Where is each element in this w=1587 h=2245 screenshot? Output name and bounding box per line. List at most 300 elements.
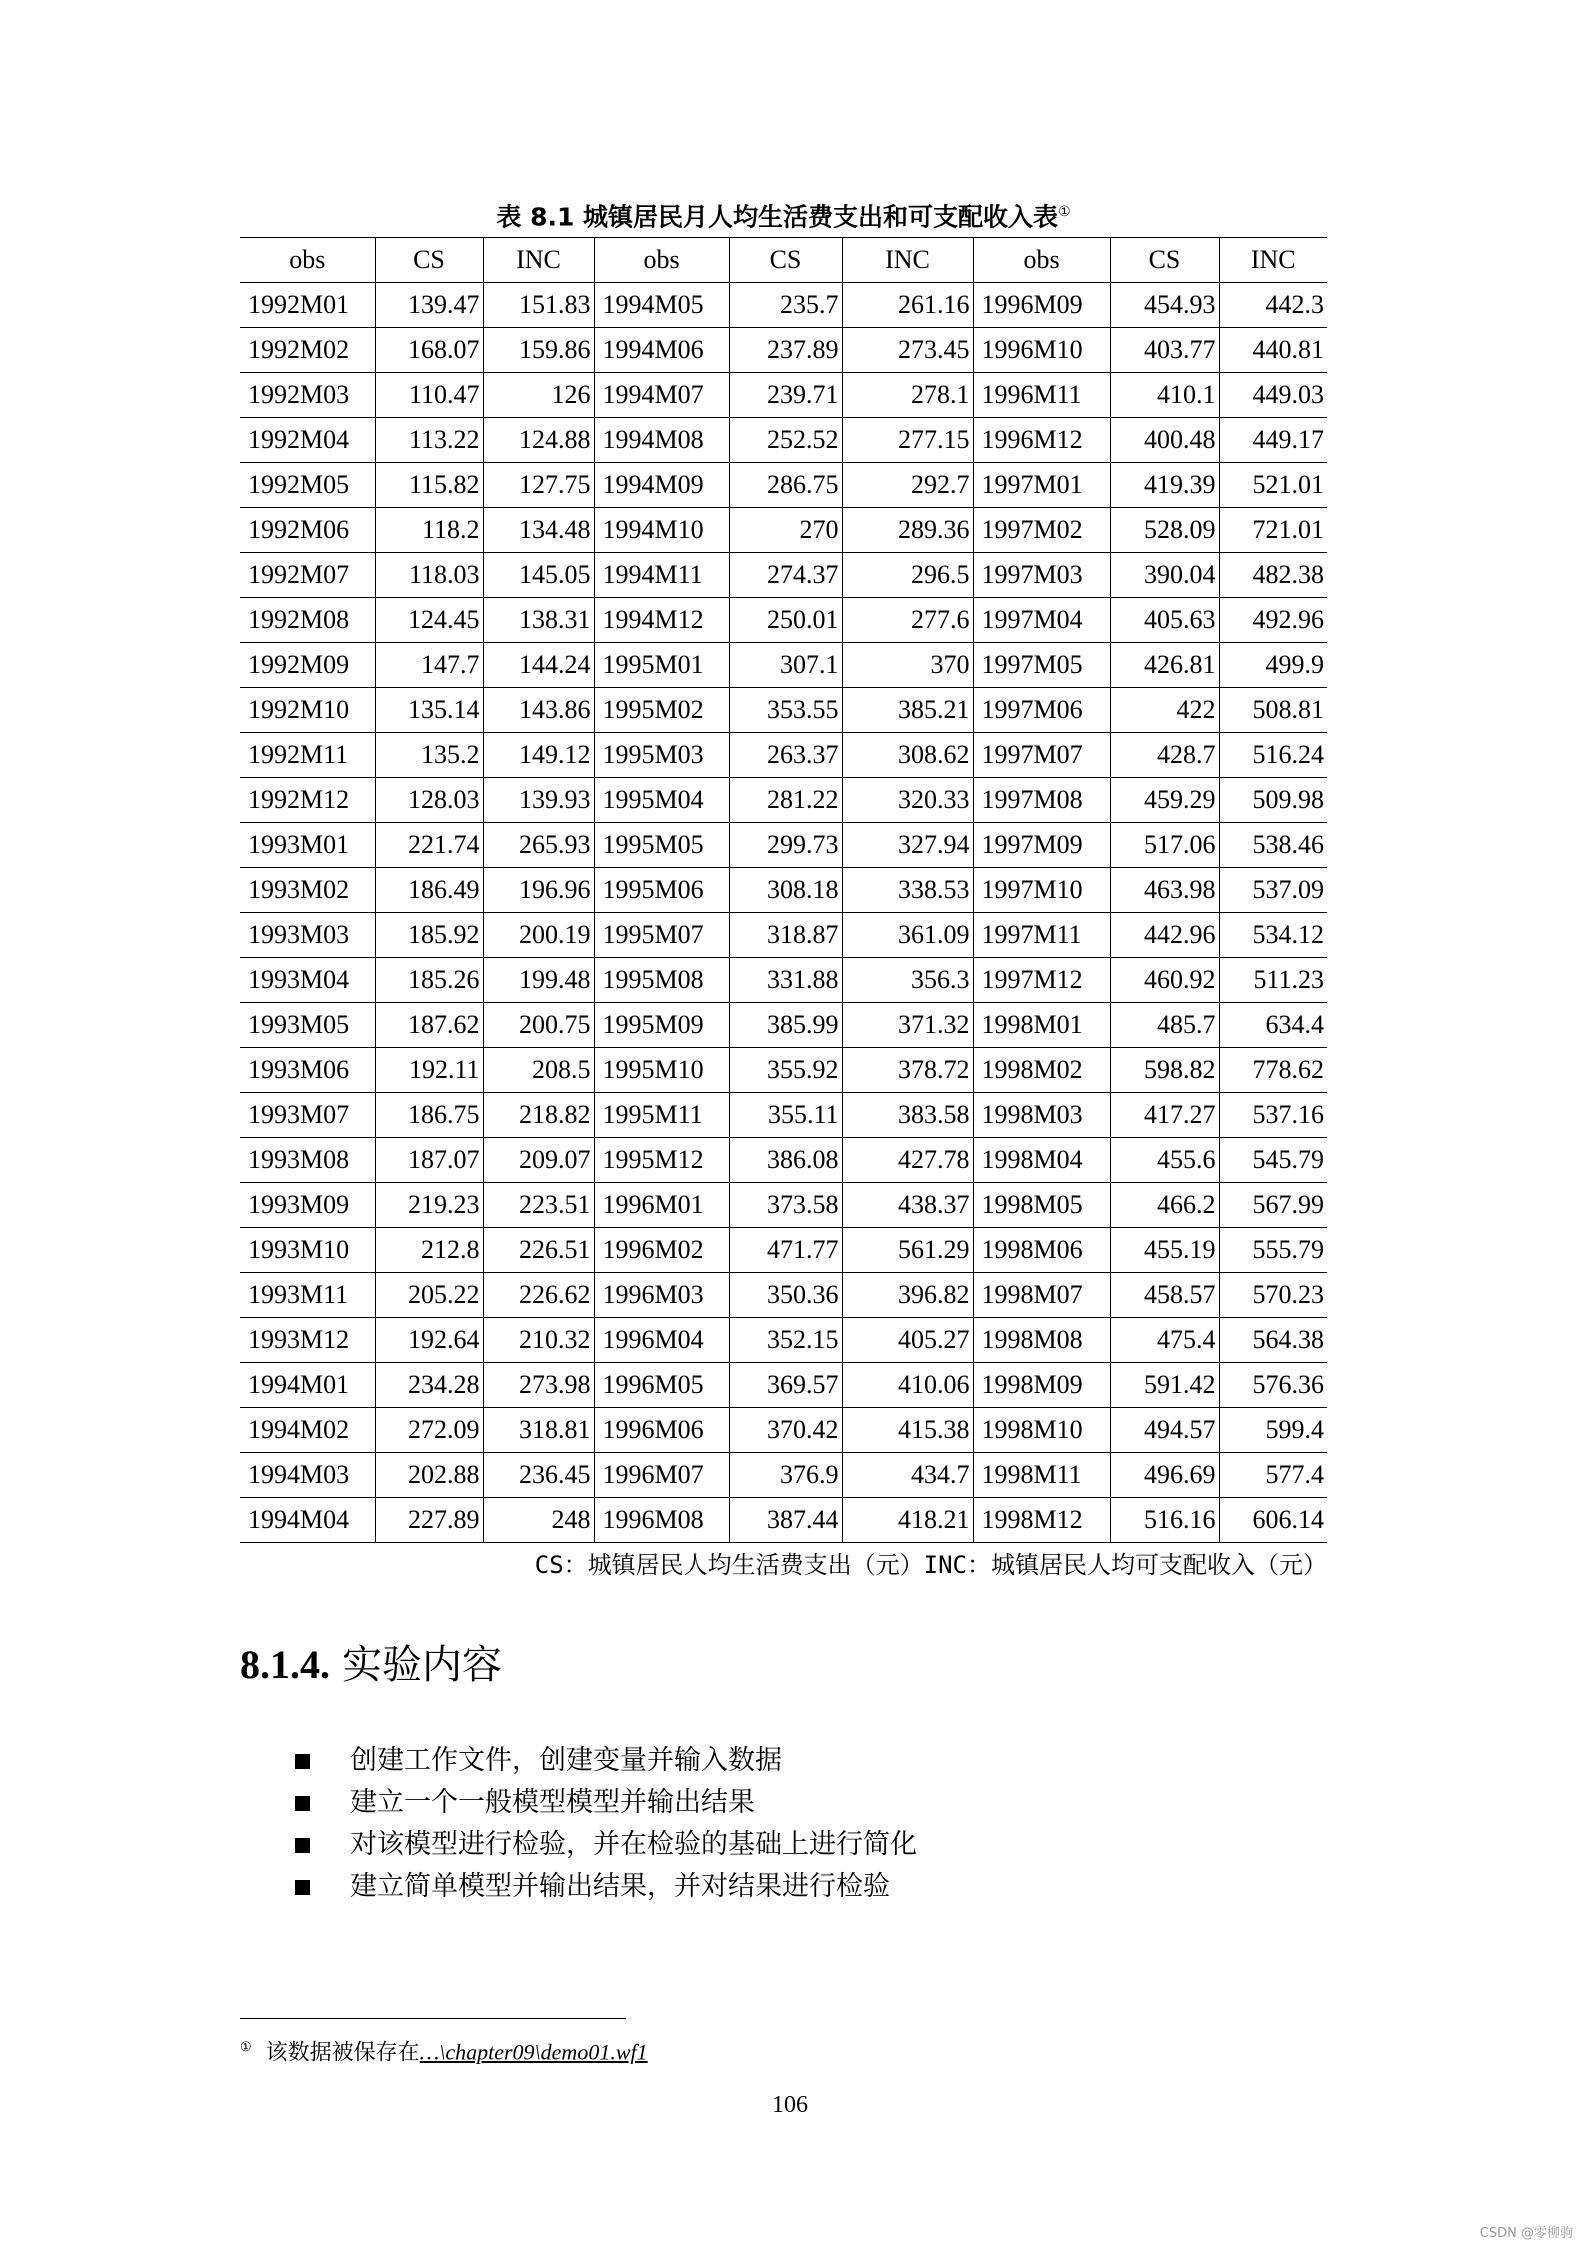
obs-cell: 1998M11	[973, 1453, 1110, 1498]
list-item-text: 建立一个一般模型模型并输出结果	[350, 1787, 755, 1818]
obs-cell: 1998M03	[973, 1093, 1110, 1138]
cs-cell: 355.11	[729, 1093, 842, 1138]
cs-cell: 460.92	[1110, 958, 1219, 1003]
table-row	[240, 553, 1327, 598]
inc-cell: 199.48	[483, 958, 594, 1003]
obs-cell: 1997M08	[973, 778, 1110, 823]
inc-cell: 320.33	[842, 778, 973, 823]
obs-cell: 1998M04	[973, 1138, 1110, 1183]
obs-cell: 1993M04	[240, 958, 375, 1003]
obs-cell: 1994M01	[240, 1363, 375, 1408]
cs-cell: 187.62	[375, 1003, 483, 1048]
inc-cell: 338.53	[842, 868, 973, 913]
inc-cell: 415.38	[842, 1408, 973, 1453]
obs-cell: 1993M05	[240, 1003, 375, 1048]
cs-cell: 110.47	[375, 373, 483, 418]
column-header: obs	[594, 238, 729, 283]
obs-cell: 1995M07	[594, 913, 729, 958]
cs-cell: 516.16	[1110, 1498, 1219, 1543]
inc-cell: 482.38	[1219, 553, 1327, 598]
cs-cell: 471.77	[729, 1228, 842, 1273]
inc-cell: 289.36	[842, 508, 973, 553]
table-row	[240, 598, 1327, 643]
obs-cell: 1997M06	[973, 688, 1110, 733]
obs-cell: 1997M05	[973, 643, 1110, 688]
obs-cell: 1992M10	[240, 688, 375, 733]
cs-cell: 113.22	[375, 418, 483, 463]
cs-cell: 274.37	[729, 553, 842, 598]
obs-cell: 1995M10	[594, 1048, 729, 1093]
inc-cell: 144.24	[483, 643, 594, 688]
inc-cell: 508.81	[1219, 688, 1327, 733]
inc-cell: 509.98	[1219, 778, 1327, 823]
inc-cell: 576.36	[1219, 1363, 1327, 1408]
obs-cell: 1992M09	[240, 643, 375, 688]
inc-cell: 151.83	[483, 283, 594, 328]
cs-cell: 373.58	[729, 1183, 842, 1228]
inc-cell: 449.17	[1219, 418, 1327, 463]
obs-cell: 1995M12	[594, 1138, 729, 1183]
cs-cell: 186.49	[375, 868, 483, 913]
inc-cell: 449.03	[1219, 373, 1327, 418]
obs-cell: 1997M03	[973, 553, 1110, 598]
cs-cell: 212.8	[375, 1228, 483, 1273]
cs-cell: 237.89	[729, 328, 842, 373]
cs-cell: 454.93	[1110, 283, 1219, 328]
obs-cell: 1996M11	[973, 373, 1110, 418]
obs-cell: 1994M11	[594, 553, 729, 598]
cs-cell: 466.2	[1110, 1183, 1219, 1228]
cs-cell: 270	[729, 508, 842, 553]
table-row	[240, 1183, 1327, 1228]
obs-cell: 1994M10	[594, 508, 729, 553]
inc-cell: 418.21	[842, 1498, 973, 1543]
obs-cell: 1995M02	[594, 688, 729, 733]
cs-cell: 405.63	[1110, 598, 1219, 643]
footnote-prefix: 该数据被保存在	[265, 2040, 420, 2066]
obs-cell: 1998M05	[973, 1183, 1110, 1228]
cs-cell: 390.04	[1110, 553, 1219, 598]
inc-cell: 427.78	[842, 1138, 973, 1183]
cs-cell: 135.14	[375, 688, 483, 733]
cs-cell: 227.89	[375, 1498, 483, 1543]
inc-cell: 226.51	[483, 1228, 594, 1273]
obs-cell: 1996M10	[973, 328, 1110, 373]
cs-cell: 139.47	[375, 283, 483, 328]
inc-cell: 143.86	[483, 688, 594, 733]
inc-cell: 296.5	[842, 553, 973, 598]
footnote	[240, 2032, 648, 2069]
obs-cell: 1994M06	[594, 328, 729, 373]
cs-cell: 205.22	[375, 1273, 483, 1318]
table-notes: CS：城镇居民人均生活费支出（元）INC：城镇居民人均可支配收入（元）	[534, 1551, 1327, 1579]
inc-cell: 410.06	[842, 1363, 973, 1408]
cs-cell: 115.82	[375, 463, 483, 508]
cs-cell: 118.2	[375, 508, 483, 553]
inc-cell: 778.62	[1219, 1048, 1327, 1093]
obs-cell: 1996M09	[973, 283, 1110, 328]
cs-cell: 187.07	[375, 1138, 483, 1183]
obs-cell: 1998M07	[973, 1273, 1110, 1318]
obs-cell: 1994M08	[594, 418, 729, 463]
inc-cell: 273.45	[842, 328, 973, 373]
table-row	[240, 1453, 1327, 1498]
cs-cell: 186.75	[375, 1093, 483, 1138]
obs-cell: 1992M12	[240, 778, 375, 823]
cs-cell: 428.7	[1110, 733, 1219, 778]
obs-cell: 1996M01	[594, 1183, 729, 1228]
cs-cell: 385.99	[729, 1003, 842, 1048]
cs-cell: 235.7	[729, 283, 842, 328]
obs-cell: 1993M12	[240, 1318, 375, 1363]
cs-cell: 463.98	[1110, 868, 1219, 913]
inc-cell: 371.32	[842, 1003, 973, 1048]
column-header: INC	[842, 238, 973, 283]
inc-cell: 555.79	[1219, 1228, 1327, 1273]
obs-cell: 1995M05	[594, 823, 729, 868]
cs-cell: 135.2	[375, 733, 483, 778]
obs-cell: 1997M02	[973, 508, 1110, 553]
inc-cell: 226.62	[483, 1273, 594, 1318]
inc-cell: 327.94	[842, 823, 973, 868]
experiment-list	[295, 1740, 917, 1908]
inc-cell: 223.51	[483, 1183, 594, 1228]
cs-cell: 386.08	[729, 1138, 842, 1183]
table-caption	[240, 190, 1327, 239]
obs-cell: 1992M08	[240, 598, 375, 643]
table-row	[240, 1003, 1327, 1048]
footnote-mark: ①	[240, 2040, 252, 2055]
column-header: obs	[240, 238, 375, 283]
inc-cell: 442.3	[1219, 283, 1327, 328]
obs-cell: 1995M11	[594, 1093, 729, 1138]
section-number: 8.1.4.	[240, 1642, 330, 1687]
inc-cell: 516.24	[1219, 733, 1327, 778]
table-body	[240, 283, 1327, 1543]
cs-cell: 417.27	[1110, 1093, 1219, 1138]
obs-cell: 1994M07	[594, 373, 729, 418]
inc-cell: 538.46	[1219, 823, 1327, 868]
inc-cell: 721.01	[1219, 508, 1327, 553]
obs-cell: 1993M01	[240, 823, 375, 868]
cs-cell: 426.81	[1110, 643, 1219, 688]
inc-cell: 405.27	[842, 1318, 973, 1363]
section-title: 实验内容	[342, 1642, 502, 1688]
cs-cell: 299.73	[729, 823, 842, 868]
inc-cell: 308.62	[842, 733, 973, 778]
obs-cell: 1997M10	[973, 868, 1110, 913]
obs-cell: 1995M01	[594, 643, 729, 688]
obs-cell: 1998M09	[973, 1363, 1110, 1408]
inc-cell: 378.72	[842, 1048, 973, 1093]
inc-cell: 438.37	[842, 1183, 973, 1228]
inc-cell: 318.81	[483, 1408, 594, 1453]
cs-cell: 355.92	[729, 1048, 842, 1093]
cs-cell: 352.15	[729, 1318, 842, 1363]
cs-cell: 459.29	[1110, 778, 1219, 823]
cs-cell: 403.77	[1110, 328, 1219, 373]
column-header: INC	[483, 238, 594, 283]
obs-cell: 1996M12	[973, 418, 1110, 463]
cs-cell: 422	[1110, 688, 1219, 733]
obs-cell: 1998M01	[973, 1003, 1110, 1048]
column-header: CS	[375, 238, 483, 283]
cs-cell: 494.57	[1110, 1408, 1219, 1453]
obs-cell: 1996M07	[594, 1453, 729, 1498]
inc-cell: 159.86	[483, 328, 594, 373]
cs-cell: 475.4	[1110, 1318, 1219, 1363]
inc-cell: 370	[842, 643, 973, 688]
table-header-row	[240, 238, 1327, 283]
table-row	[240, 373, 1327, 418]
table-row	[240, 283, 1327, 328]
data-table	[240, 237, 1327, 1543]
square-bullet-icon	[295, 1838, 310, 1853]
obs-cell: 1996M04	[594, 1318, 729, 1363]
cs-cell: 263.37	[729, 733, 842, 778]
obs-cell: 1996M03	[594, 1273, 729, 1318]
obs-cell: 1994M02	[240, 1408, 375, 1453]
table-row	[240, 1093, 1327, 1138]
list-item	[295, 1740, 917, 1782]
obs-cell: 1993M09	[240, 1183, 375, 1228]
inc-cell: 570.23	[1219, 1273, 1327, 1318]
cs-cell: 496.69	[1110, 1453, 1219, 1498]
cs-cell: 376.9	[729, 1453, 842, 1498]
obs-cell: 1995M04	[594, 778, 729, 823]
inc-cell: 127.75	[483, 463, 594, 508]
table-row	[240, 1363, 1327, 1408]
obs-cell: 1994M05	[594, 283, 729, 328]
inc-cell: 196.96	[483, 868, 594, 913]
obs-cell: 1997M12	[973, 958, 1110, 1003]
cs-cell: 331.88	[729, 958, 842, 1003]
cs-cell: 455.6	[1110, 1138, 1219, 1183]
list-item-text: 对该模型进行检验，并在检验的基础上进行简化	[350, 1829, 917, 1860]
inc-cell: 124.88	[483, 418, 594, 463]
inc-cell: 564.38	[1219, 1318, 1327, 1363]
table-row	[240, 868, 1327, 913]
inc-cell: 278.1	[842, 373, 973, 418]
inc-cell: 200.19	[483, 913, 594, 958]
list-item	[295, 1782, 917, 1824]
obs-cell: 1992M03	[240, 373, 375, 418]
obs-cell: 1993M08	[240, 1138, 375, 1183]
page-number: 106	[772, 2092, 808, 2118]
obs-cell: 1995M09	[594, 1003, 729, 1048]
cs-cell: 168.07	[375, 328, 483, 373]
square-bullet-icon	[295, 1754, 310, 1769]
obs-cell: 1998M06	[973, 1228, 1110, 1273]
cs-cell: 350.36	[729, 1273, 842, 1318]
obs-cell: 1995M06	[594, 868, 729, 913]
obs-cell: 1992M05	[240, 463, 375, 508]
inc-cell: 236.45	[483, 1453, 594, 1498]
cs-cell: 485.7	[1110, 1003, 1219, 1048]
cs-cell: 124.45	[375, 598, 483, 643]
cs-cell: 286.75	[729, 463, 842, 508]
column-header: obs	[973, 238, 1110, 283]
inc-cell: 209.07	[483, 1138, 594, 1183]
cs-cell: 219.23	[375, 1183, 483, 1228]
table-row	[240, 778, 1327, 823]
obs-cell: 1996M05	[594, 1363, 729, 1408]
inc-cell: 492.96	[1219, 598, 1327, 643]
table-row	[240, 1408, 1327, 1453]
obs-cell: 1998M12	[973, 1498, 1110, 1543]
column-header: CS	[1110, 238, 1219, 283]
cs-cell: 400.48	[1110, 418, 1219, 463]
inc-cell: 248	[483, 1498, 594, 1543]
inc-cell: 292.7	[842, 463, 973, 508]
obs-cell: 1996M02	[594, 1228, 729, 1273]
inc-cell: 356.3	[842, 958, 973, 1003]
obs-cell: 1994M04	[240, 1498, 375, 1543]
inc-cell: 634.4	[1219, 1003, 1327, 1048]
obs-cell: 1998M02	[973, 1048, 1110, 1093]
inc-cell: 511.23	[1219, 958, 1327, 1003]
obs-cell: 1994M09	[594, 463, 729, 508]
inc-cell: 261.16	[842, 283, 973, 328]
obs-cell: 1995M03	[594, 733, 729, 778]
cs-cell: 455.19	[1110, 1228, 1219, 1273]
footnote-divider	[240, 2018, 626, 2019]
inc-cell: 499.9	[1219, 643, 1327, 688]
obs-cell: 1995M08	[594, 958, 729, 1003]
obs-cell: 1993M06	[240, 1048, 375, 1093]
inc-cell: 434.7	[842, 1453, 973, 1498]
inc-cell: 273.98	[483, 1363, 594, 1408]
cs-cell: 598.82	[1110, 1048, 1219, 1093]
inc-cell: 200.75	[483, 1003, 594, 1048]
obs-cell: 1993M03	[240, 913, 375, 958]
inc-cell: 208.5	[483, 1048, 594, 1093]
section-heading	[240, 1635, 502, 1695]
obs-cell: 1997M04	[973, 598, 1110, 643]
inc-cell: 149.12	[483, 733, 594, 778]
caption-text: 表 8.1 城镇居民月人均生活费支出和可支配收入表	[496, 202, 1059, 232]
cs-cell: 591.42	[1110, 1363, 1219, 1408]
obs-cell: 1996M08	[594, 1498, 729, 1543]
inc-cell: 606.14	[1219, 1498, 1327, 1543]
inc-cell: 210.32	[483, 1318, 594, 1363]
obs-cell: 1997M01	[973, 463, 1110, 508]
obs-cell: 1996M06	[594, 1408, 729, 1453]
cs-cell: 202.88	[375, 1453, 483, 1498]
footnote-file-path: …\chapter09\demo01.wf1	[419, 2039, 648, 2065]
cs-cell: 252.52	[729, 418, 842, 463]
cs-cell: 458.57	[1110, 1273, 1219, 1318]
obs-cell: 1993M10	[240, 1228, 375, 1273]
inc-cell: 277.6	[842, 598, 973, 643]
table-row	[240, 1138, 1327, 1183]
inc-cell: 134.48	[483, 508, 594, 553]
square-bullet-icon	[295, 1880, 310, 1895]
cs-cell: 221.74	[375, 823, 483, 868]
table-row	[240, 1228, 1327, 1273]
inc-cell: 126	[483, 373, 594, 418]
cs-cell: 353.55	[729, 688, 842, 733]
table-row	[240, 1048, 1327, 1093]
obs-cell: 1993M02	[240, 868, 375, 913]
inc-cell: 599.4	[1219, 1408, 1327, 1453]
table-row	[240, 418, 1327, 463]
inc-cell: 139.93	[483, 778, 594, 823]
cs-cell: 118.03	[375, 553, 483, 598]
cs-cell: 370.42	[729, 1408, 842, 1453]
watermark: CSDN @零柳驹	[1479, 2226, 1573, 2241]
inc-cell: 385.21	[842, 688, 973, 733]
table-row	[240, 913, 1327, 958]
cs-cell: 387.44	[729, 1498, 842, 1543]
cs-cell: 318.87	[729, 913, 842, 958]
inc-cell: 534.12	[1219, 913, 1327, 958]
cs-cell: 239.71	[729, 373, 842, 418]
inc-cell: 440.81	[1219, 328, 1327, 373]
cs-cell: 410.1	[1110, 373, 1219, 418]
inc-cell: 537.16	[1219, 1093, 1327, 1138]
cs-cell: 272.09	[375, 1408, 483, 1453]
cs-cell: 234.28	[375, 1363, 483, 1408]
inc-cell: 567.99	[1219, 1183, 1327, 1228]
cs-cell: 517.06	[1110, 823, 1219, 868]
obs-cell: 1992M11	[240, 733, 375, 778]
list-item-text: 创建工作文件，创建变量并输入数据	[350, 1745, 782, 1776]
inc-cell: 145.05	[483, 553, 594, 598]
table-row	[240, 688, 1327, 733]
obs-cell: 1993M07	[240, 1093, 375, 1138]
obs-cell: 1992M07	[240, 553, 375, 598]
obs-cell: 1992M01	[240, 283, 375, 328]
cs-cell: 128.03	[375, 778, 483, 823]
table-row	[240, 823, 1327, 868]
table-row	[240, 328, 1327, 373]
table-row	[240, 508, 1327, 553]
obs-cell: 1993M11	[240, 1273, 375, 1318]
inc-cell: 265.93	[483, 823, 594, 868]
table-row	[240, 463, 1327, 508]
inc-cell: 545.79	[1219, 1138, 1327, 1183]
table-row	[240, 1498, 1327, 1543]
cs-cell: 147.7	[375, 643, 483, 688]
square-bullet-icon	[295, 1796, 310, 1811]
inc-cell: 396.82	[842, 1273, 973, 1318]
obs-cell: 1997M11	[973, 913, 1110, 958]
obs-cell: 1998M10	[973, 1408, 1110, 1453]
cs-cell: 369.57	[729, 1363, 842, 1408]
inc-cell: 383.58	[842, 1093, 973, 1138]
caption-footnote-mark: ①	[1058, 204, 1071, 220]
cs-cell: 419.39	[1110, 463, 1219, 508]
cs-cell: 528.09	[1110, 508, 1219, 553]
inc-cell: 361.09	[842, 913, 973, 958]
obs-cell: 1998M08	[973, 1318, 1110, 1363]
inc-cell: 277.15	[842, 418, 973, 463]
cs-cell: 192.64	[375, 1318, 483, 1363]
table-row	[240, 733, 1327, 778]
table-row	[240, 1318, 1327, 1363]
obs-cell: 1992M02	[240, 328, 375, 373]
cs-cell: 442.96	[1110, 913, 1219, 958]
column-header: CS	[729, 238, 842, 283]
cs-cell: 307.1	[729, 643, 842, 688]
obs-cell: 1994M12	[594, 598, 729, 643]
inc-cell: 577.4	[1219, 1453, 1327, 1498]
table-row	[240, 958, 1327, 1003]
cs-cell: 192.11	[375, 1048, 483, 1093]
cs-cell: 281.22	[729, 778, 842, 823]
table-row	[240, 1273, 1327, 1318]
